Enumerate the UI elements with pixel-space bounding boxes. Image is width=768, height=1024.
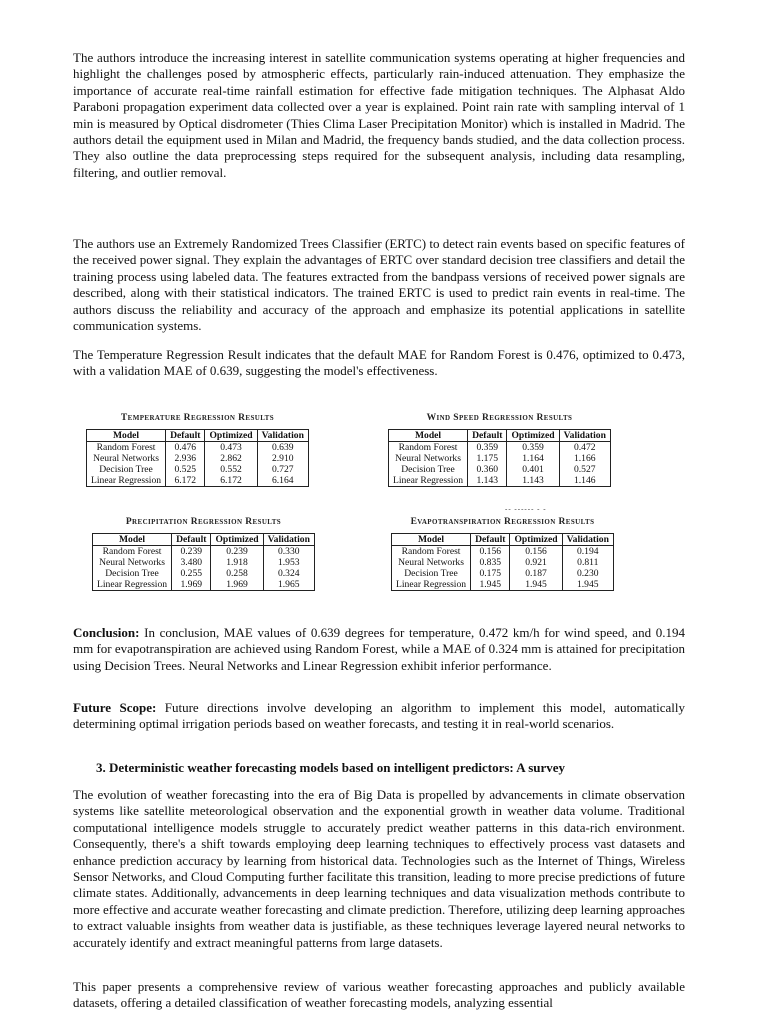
future-scope-label: Future Scope: (73, 700, 157, 715)
table-header-row (389, 430, 611, 442)
wind-table-title: Wind Speed Regression Results (426, 413, 573, 423)
table-cell: 0.552 (205, 464, 257, 475)
table-cell: 0.239 (172, 546, 211, 558)
table-cell: 0.360 (468, 464, 507, 475)
table-cell: 0.525 (166, 464, 205, 475)
table-cell: 2.862 (205, 453, 257, 464)
section-heading: 3. Deterministic weather forecasting models based on intelligent predictors: A survey (96, 760, 566, 775)
table-cell: 0.255 (172, 568, 211, 579)
table-cell: 1.143 (468, 475, 507, 487)
paragraph-ertc: The authors use an Extremely Randomized Trees Classifier (ERTC) to detect rain events based on specific features of the received power signal. They explain the advantages of ERTC over standard decision tree classifiers and detail the training process using labeled data. The features extracted from the bandpass versions of received power signals are described, along with their statistical indicators. The trained ERTC is used to predict rain events in real-time. The authors discuss the reliability and accuracy of the approach and emphasize its potential applications in satellite communication systems. (73, 236, 685, 334)
table-cell: Random Forest (93, 546, 172, 558)
table-row (389, 475, 611, 487)
table-row (392, 557, 614, 568)
temperature-table-title: Temperature Regression Results (120, 413, 275, 423)
table-cell: 1.945 (562, 579, 613, 591)
table-cell: 0.156 (510, 546, 562, 558)
table-row (93, 568, 315, 579)
table-cell: Linear Regression (93, 579, 172, 591)
table-cell: 0.156 (471, 546, 510, 558)
table-header-row (392, 534, 614, 546)
paragraph-review: This paper presents a comprehensive review of various weather forecasting approaches and publicly available datasets, offering a detailed classification of weather forecasting models, analyzing essential (73, 979, 685, 1011)
table-cell: 2.936 (166, 453, 205, 464)
table-row (93, 579, 315, 591)
table-row (87, 464, 309, 475)
paragraph-temperature-result: The Temperature Regression Result indicates that the default MAE for Random Forest is 0.476, optimized to 0.473, with a validation MAE of 0.639, suggesting the model's effectiveness. (73, 347, 685, 379)
table-cell: 0.187 (510, 568, 562, 579)
table-cell: 0.473 (205, 442, 257, 454)
temperature-table-block (86, 413, 309, 487)
stray-mark: -- ------ - - (505, 505, 547, 513)
table-header-cell: Model (93, 534, 172, 546)
evapo-table-block (391, 517, 614, 591)
table-cell: 0.239 (211, 546, 263, 558)
table-cell: Linear Regression (87, 475, 166, 487)
table-cell: 1.166 (559, 453, 610, 464)
table-cell: Neural Networks (87, 453, 166, 464)
table-cell: 0.258 (211, 568, 263, 579)
table-cell: Decision Tree (389, 464, 468, 475)
table-header-cell: Default (172, 534, 211, 546)
table-row (93, 546, 315, 558)
table-cell: Decision Tree (392, 568, 471, 579)
table-cell: 3.480 (172, 557, 211, 568)
table-header-cell: Validation (562, 534, 613, 546)
table-cell: 1.945 (471, 579, 510, 591)
table-header-cell: Default (468, 430, 507, 442)
table-row (389, 453, 611, 464)
table-cell: Linear Regression (389, 475, 468, 487)
table-cell: 1.953 (263, 557, 314, 568)
temperature-table (86, 429, 309, 487)
table-cell: Random Forest (87, 442, 166, 454)
table-header-cell: Model (389, 430, 468, 442)
table-cell: Random Forest (389, 442, 468, 454)
precipitation-table (92, 533, 315, 591)
table-cell: Neural Networks (93, 557, 172, 568)
conclusion-label: Conclusion: (73, 625, 140, 640)
table-cell: Decision Tree (87, 464, 166, 475)
table-cell: Linear Regression (392, 579, 471, 591)
table-row (87, 453, 309, 464)
table-cell: 0.401 (507, 464, 559, 475)
table-header-cell: Optimized (507, 430, 559, 442)
table-row (87, 442, 309, 454)
wind-table-block (388, 413, 611, 487)
table-cell: Decision Tree (93, 568, 172, 579)
table-cell: 6.172 (205, 475, 257, 487)
table-cell: 0.811 (562, 557, 613, 568)
table-cell: 1.175 (468, 453, 507, 464)
paragraph-conclusion (73, 625, 685, 674)
table-row (392, 568, 614, 579)
table-cell: 1.164 (507, 453, 559, 464)
table-row (392, 546, 614, 558)
paragraph-future-scope (73, 700, 685, 733)
table-header-cell: Optimized (510, 534, 562, 546)
paragraph-big-data: The evolution of weather forecasting into the era of Big Data is propelled by advancements in climate observation systems like satellite meteorological observation and the exponential growth in weather data volume. Traditional computational intelligence models struggle to accurately predict weather patterns in this data-rich environment. Consequently, there's a shift towards employing deep learning techniques to effectively process vast datasets and enhance prediction accuracy by learning from historical data. Technologies such as the Internet of Things, Wireless Sensor Networks, and Cloud Computing further facilitate this transition, leading to more precise predictions of future climate states. Additionally, advancements in deep learning techniques and data visualization methods contribute to more effective and accurate weather forecasting and climate prediction. Therefore, utilizing deep learning approaches to extract valuable insights from weather data is justifiable, as these techniques leverage layered neural networks to accurately identify and extract meaningful patterns from large datasets. (73, 787, 685, 950)
table-header-row (93, 534, 315, 546)
table-header-cell: Default (471, 534, 510, 546)
table-header-cell: Validation (559, 430, 610, 442)
table-cell: 0.835 (471, 557, 510, 568)
evapo-table-title: Evapotranspiration Regression Results (410, 517, 595, 527)
table-header-cell: Optimized (205, 430, 257, 442)
table-header-cell: Validation (257, 430, 308, 442)
table-cell: Random Forest (392, 546, 471, 558)
table-cell: Neural Networks (392, 557, 471, 568)
table-cell: 0.175 (471, 568, 510, 579)
table-cell: 0.194 (562, 546, 613, 558)
conclusion-text: In conclusion, MAE values of 0.639 degrees for temperature, 0.472 km/h for wind speed, and 0.194 mm for evapotranspiration are achieved using Random Forest, while a MAE of 0.324 mm is attained for precipitation using Decision Trees. Neural Networks and Linear Regression exhibit inferior performance. (73, 625, 685, 673)
table-row (389, 464, 611, 475)
table-cell: 0.230 (562, 568, 613, 579)
results-tables (73, 413, 685, 613)
table-cell: 0.727 (257, 464, 308, 475)
table-header-cell: Model (87, 430, 166, 442)
table-header-row (87, 430, 309, 442)
evapo-table (391, 533, 614, 591)
table-cell: 1.965 (263, 579, 314, 591)
table-header-cell: Model (392, 534, 471, 546)
table-cell: 1.969 (172, 579, 211, 591)
table-header-cell: Validation (263, 534, 314, 546)
table-cell: 0.324 (263, 568, 314, 579)
table-cell: 6.172 (166, 475, 205, 487)
table-header-cell: Default (166, 430, 205, 442)
table-row (389, 442, 611, 454)
table-header-cell: Optimized (211, 534, 263, 546)
table-cell: 0.330 (263, 546, 314, 558)
wind-table (388, 429, 611, 487)
table-cell: 1.146 (559, 475, 610, 487)
table-cell: 0.476 (166, 442, 205, 454)
table-cell: 0.639 (257, 442, 308, 454)
table-cell: 1.143 (507, 475, 559, 487)
table-cell: 0.472 (559, 442, 610, 454)
precipitation-table-title: Precipitation Regression Results (125, 517, 282, 527)
table-row (93, 557, 315, 568)
table-cell: Neural Networks (389, 453, 468, 464)
paragraph-intro: The authors introduce the increasing interest in satellite communication systems operating at higher frequencies and highlight the challenges posed by atmospheric effects, particularly rain-induced attenuation. They emphasize the importance of accurate real-time rainfall estimation for effective fade mitigation techniques. The Alphasat Aldo Paraboni propagation experiment data collected over a year is explained. Point rain rate with sampling interval of 1 min is measured by Optical disdrometer (Thies Clima Laser Precipitation Monitor) which is installed in Madrid. The authors detail the equipment used in Milan and Madrid, the frequency bands studied, and the data collection process. They also outline the data preprocessing steps required for the subsequent analysis, including data resampling, filtering, and outlier removal. (73, 50, 685, 180)
table-cell: 0.921 (510, 557, 562, 568)
table-row (392, 579, 614, 591)
future-scope-text: Future directions involve developing an algorithm to implement this model, automatically determining optimal irrigation periods based on weather forecasts, and testing it in real-world scenarios. (73, 700, 685, 732)
table-cell: 0.527 (559, 464, 610, 475)
precipitation-table-block (92, 517, 315, 591)
table-cell: 1.918 (211, 557, 263, 568)
table-cell: 1.945 (510, 579, 562, 591)
table-cell: 0.359 (468, 442, 507, 454)
table-cell: 2.910 (257, 453, 308, 464)
table-cell: 0.359 (507, 442, 559, 454)
table-cell: 6.164 (257, 475, 308, 487)
table-row (87, 475, 309, 487)
table-cell: 1.969 (211, 579, 263, 591)
